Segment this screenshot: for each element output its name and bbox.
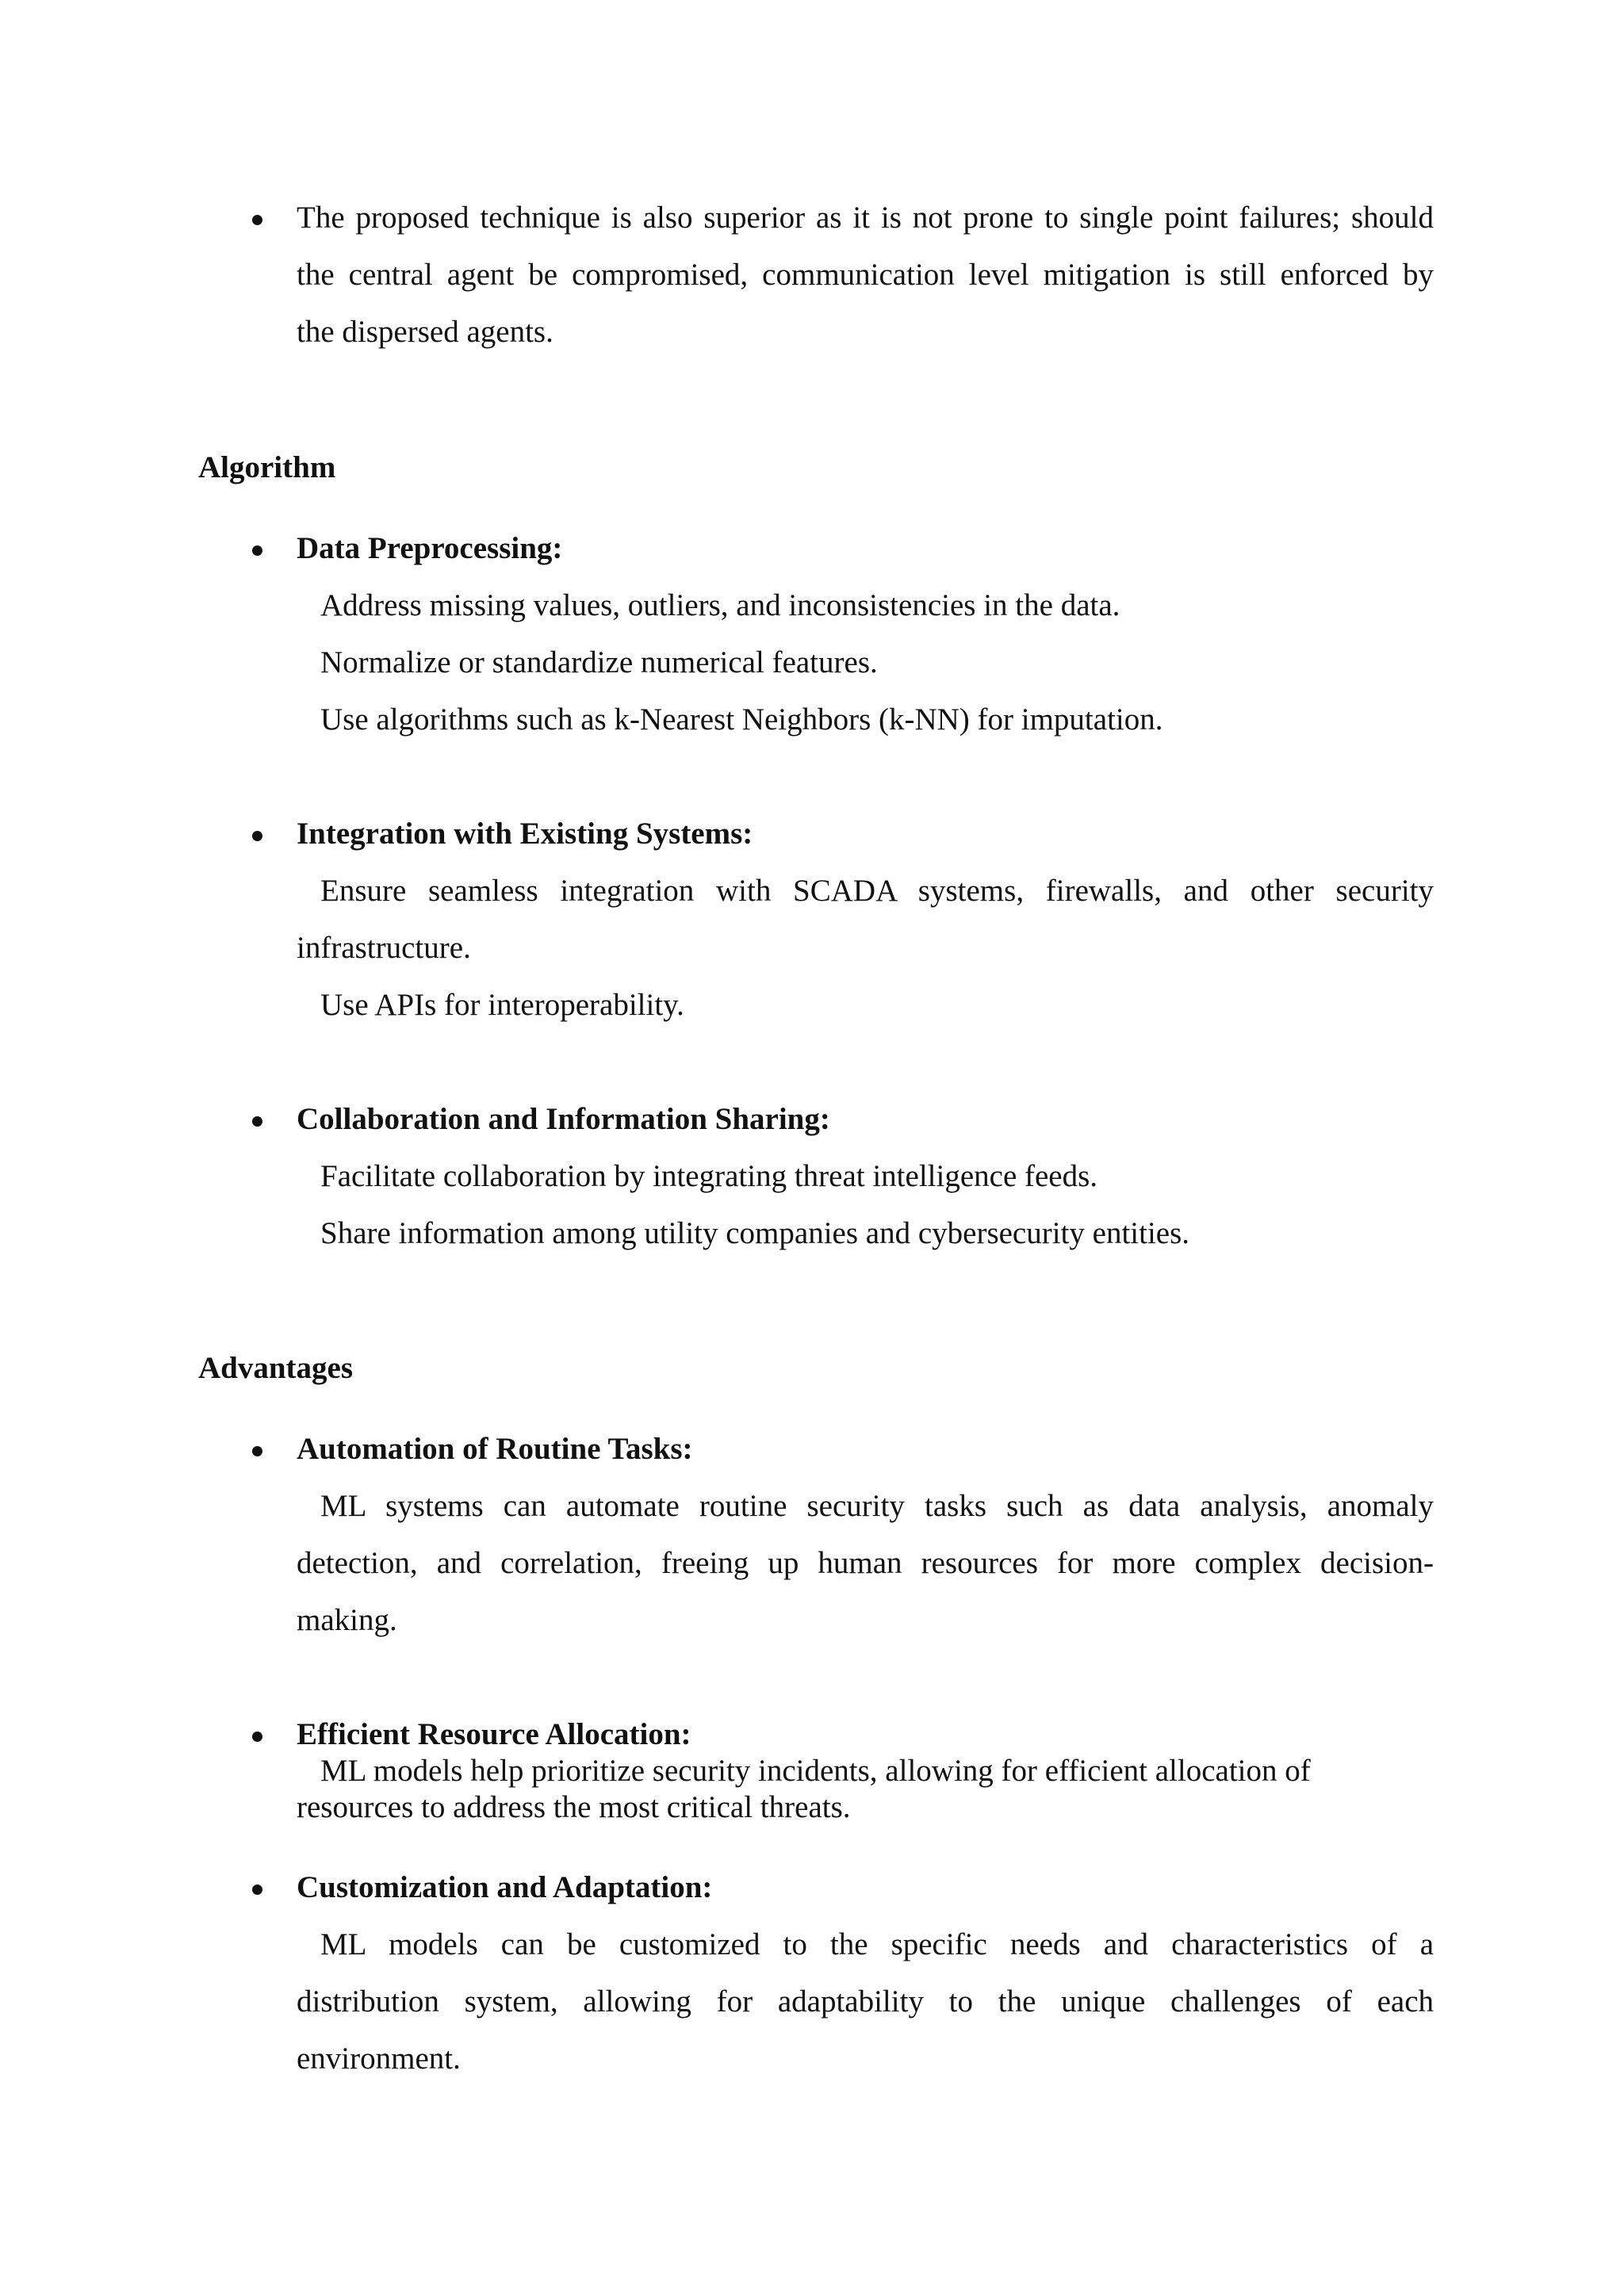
bullet-icon bbox=[252, 545, 262, 556]
intro-line: the central agent be compromised, communication level mitigation is still enforced by bbox=[297, 258, 1434, 292]
bullet-icon bbox=[252, 215, 262, 225]
item-title: Customization and Adaptation: bbox=[297, 1870, 713, 1904]
item-line: infrastructure. bbox=[297, 931, 471, 965]
item-line: Use APIs for interoperability. bbox=[320, 988, 684, 1022]
item-title: Efficient Resource Allocation: bbox=[297, 1717, 691, 1751]
bullet-icon bbox=[252, 1446, 262, 1456]
intro-line: The proposed technique is also superior as it is not prone to single point failures; should bbox=[297, 201, 1434, 235]
item-line: distribution system, allowing for adaptability to the unique challenges of each bbox=[297, 1984, 1434, 2019]
bullet-icon bbox=[252, 1116, 262, 1127]
item-line: Ensure seamless integration with SCADA systems, firewalls, and other security bbox=[320, 874, 1434, 908]
item-title: Collaboration and Information Sharing: bbox=[297, 1102, 830, 1136]
item-line: making. bbox=[297, 1603, 397, 1637]
intro-line: the dispersed agents. bbox=[297, 315, 553, 349]
item-line: resources to address the most critical threats. bbox=[297, 1790, 851, 1824]
item-title: Data Preprocessing: bbox=[297, 531, 563, 565]
item-line: Share information among utility companies and cybersecurity entities. bbox=[320, 1216, 1190, 1250]
item-title: Automation of Routine Tasks: bbox=[297, 1432, 693, 1466]
item-line: ML models can be customized to the specific needs and characteristics of a bbox=[320, 1927, 1434, 1961]
item-line: ML systems can automate routine security tasks such as data analysis, anomaly bbox=[320, 1489, 1434, 1523]
section-heading-algorithm: Algorithm bbox=[198, 450, 336, 484]
bullet-icon bbox=[252, 831, 262, 841]
item-line: Address missing values, outliers, and inconsistencies in the data. bbox=[320, 588, 1120, 622]
bullet-icon bbox=[252, 1732, 262, 1742]
item-title: Integration with Existing Systems: bbox=[297, 817, 753, 851]
item-line: environment. bbox=[297, 2042, 461, 2076]
item-line: Facilitate collaboration by integrating threat intelligence feeds. bbox=[320, 1159, 1098, 1193]
item-line: detection, and correlation, freeing up human resources for more complex decision- bbox=[297, 1546, 1434, 1580]
item-line: Use algorithms such as k-Nearest Neighbors (k-NN) for imputation. bbox=[320, 702, 1163, 737]
section-heading-advantages: Advantages bbox=[198, 1351, 354, 1385]
item-line: ML models help prioritize security incidents, allowing for efficient allocation of bbox=[320, 1754, 1311, 1788]
bullet-icon bbox=[252, 1885, 262, 1895]
item-line: Normalize or standardize numerical features. bbox=[320, 645, 878, 679]
